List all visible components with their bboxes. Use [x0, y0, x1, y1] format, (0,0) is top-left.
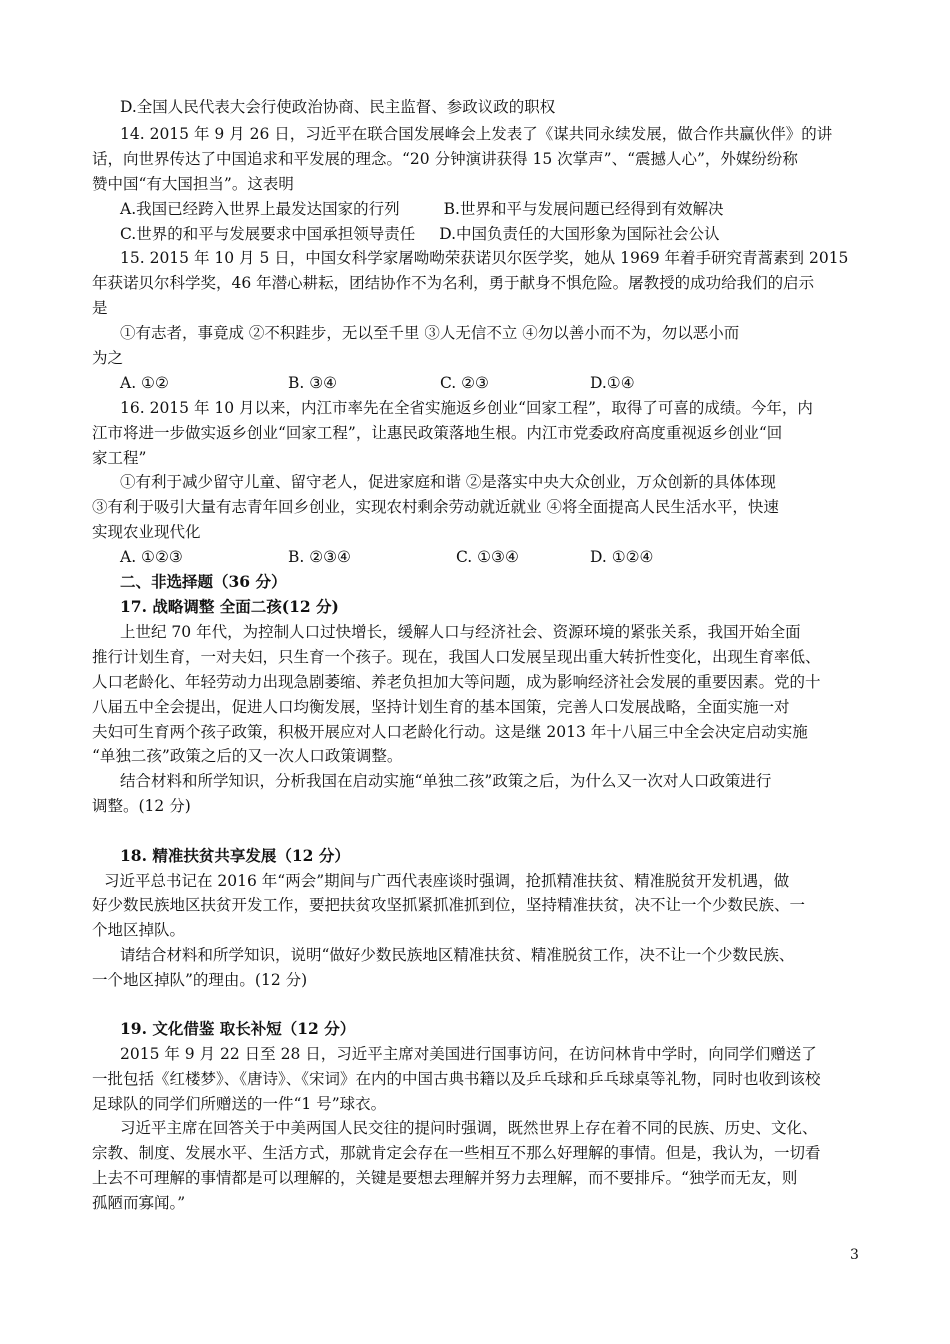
q18-material-line: 好少数民族地区扶贫开发工作，要把扶贫攻坚抓紧抓准抓到位，坚持精准扶贫，决不让一个少数民族、一	[92, 896, 806, 914]
q15-stem-line: 是	[92, 299, 108, 317]
q15-option-d: D.①④	[590, 374, 635, 392]
q19-material-line: 2015 年 9 月 22 日至 28 日，习近平主席对美国进行国事访问，在访问林肯中学时，向同学们赠送了	[120, 1045, 817, 1063]
q14-option-a: A.我国已经跨入世界上最发达国家的行列	[120, 200, 400, 218]
q17-question-line: 结合材料和所学知识，分析我国在启动实施“单独二孩”政策之后，为什么又一次对人口政策进行	[120, 772, 772, 790]
q19-material-line: 上去不可理解的事情都是可以理解的，关键是要想去理解并努力去理解，而不要排斥。“独学而无友，则	[92, 1169, 798, 1187]
q16-option-b: B. ②③④	[288, 548, 351, 566]
q19-title: 19. 文化借鉴 取长补短（12 分）	[120, 1019, 356, 1038]
q15-stem-line: 15. 2015 年 10 月 5 日，中国女科学家屠呦呦荣获诺贝尔医学奖，她从 1969 年着手研究青蒿素到 2015	[120, 249, 849, 267]
q15-stem-line: 年获诺贝尔科学奖，46 年潜心耕耘，团结协作不为名利，勇于献身不惧危险。屠教授的成功给我们的启示	[92, 274, 815, 292]
q17-material-line: 人口老龄化、年轻劳动力出现急剧萎缩、养老负担加大等问题，成为影响经济社会发展的重要因素。党的十	[92, 673, 821, 691]
q19-material-line: 一批包括《红楼梦》、《唐诗》、《宋词》在内的中国古典书籍以及乒乓球和乒乓球桌等礼物，同时也收到该校	[92, 1070, 821, 1088]
q15-options	[120, 373, 635, 393]
section-title: 二、非选择题（36 分）	[120, 572, 287, 591]
q14-options-cd	[120, 224, 720, 244]
q14-option-c: C.世界的和平与发展要求中国承担领导责任	[120, 225, 416, 243]
q13-option-d: D.全国人民代表大会行使政治协商、民主监督、参政议政的职权	[120, 98, 556, 116]
q14-stem-line: 14. 2015 年 9 月 26 日，习近平在联合国发展峰会上发表了《谋共同永续发展，做合作共赢伙伴》的讲	[120, 125, 833, 143]
q18-question-line: 请结合材料和所学知识，说明“做好少数民族地区精准扶贫、精准脱贫工作，决不让一个少数民族、	[120, 946, 795, 964]
page-number: 3	[850, 1247, 859, 1263]
q15-option-a: A. ①②	[120, 374, 169, 392]
q18-title: 18. 精准扶贫共享发展（12 分）	[120, 846, 350, 865]
q19-material-line: 宗教、制度、发展水平、生活方式，那就肯定会存在一些相互不那么好理解的事情。但是，我认为，一切看	[92, 1144, 821, 1162]
q16-items-line: 实现农业现代化	[92, 523, 201, 541]
q17-material-line: 推行计划生育，一对夫妇，只生育一个孩子。现在，我国人口发展呈现出重大转折性变化，出现生育率低、	[92, 648, 821, 666]
q15-items-line: 为之	[92, 349, 124, 367]
q17-material-line: 上世纪 70 年代，为控制人口过快增长，缓解人口与经济社会、资源环境的紧张关系，我国开始全面	[120, 623, 801, 641]
q15-option-b: B. ③④	[288, 374, 338, 392]
q18-question-line: 一个地区掉队”的理由。(12 分)	[92, 971, 308, 989]
q14-option-b: B.世界和平与发展问题已经得到有效解决	[443, 200, 724, 218]
q16-option-a: A. ①②③	[120, 548, 183, 566]
q16-option-d: D. ①②④	[590, 548, 654, 566]
q16-stem-line: 家工程”	[92, 449, 147, 467]
q14-options-ab	[120, 199, 723, 219]
q16-options	[120, 547, 653, 567]
q17-material-line: 八届五中全会提出，促进人口均衡发展，坚持计划生育的基本国策，完善人口发展战略，全面实施一对	[92, 698, 790, 716]
q16-items-line: ③有利于吸引大量有志青年回乡创业，实现农村剩余劳动就近就业 ④将全面提高人民生活水平，快速	[92, 498, 779, 516]
q17-question-line: 调整。(12 分)	[92, 797, 191, 815]
q14-stem-line: 赞中国“有大国担当”。这表明	[92, 175, 294, 193]
q19-material-line: 足球队的同学们所赠送的一件“1 号”球衣。	[92, 1095, 387, 1113]
q18-material-line: 习近平总书记在 2016 年“两会”期间与广西代表座谈时强调，抢抓精准扶贫、精准脱贫开发机遇，做	[104, 872, 790, 890]
q16-stem-line: 江市将进一步做实返乡创业“回家工程”，让惠民政策落地生根。内江市党委政府高度重视返乡创业“回	[92, 424, 783, 442]
q14-stem-line: 话，向世界传达了中国追求和平发展的理念。“20 分钟演讲获得 15 次掌声”、“震撼人心”，外媒纷纷称	[92, 150, 798, 168]
q16-stem-line: 16. 2015 年 10 月以来，内江市率先在全省实施返乡创业“回家工程”，取得了可喜的成绩。今年，内	[120, 399, 813, 417]
q16-option-c: C. ①③④	[456, 548, 519, 566]
q17-material-line: 夫妇可生育两个孩子政策，积极开展应对人口老龄化行动。这是继 2013 年十八届三中全会决定启动实施	[92, 723, 808, 741]
q15-items-line: ①有志者，事竟成 ②不积跬步，无以至千里 ③人无信不立 ④勿以善小而不为，勿以恶小而	[120, 324, 740, 342]
q19-material-line: 习近平主席在回答关于中美两国人民交往的提问时强调，既然世界上存在着不同的民族、历史、文化、	[120, 1119, 818, 1137]
q14-option-d: D.中国负责任的大国形象为国际社会公认	[439, 225, 720, 243]
q16-items-line: ①有利于减少留守儿童、留守老人，促进家庭和谐 ②是落实中央大众创业，万众创新的具体体现	[120, 473, 776, 491]
q19-material-line: 孤陋而寡闻。”	[92, 1194, 186, 1212]
q17-material-line: “单独二孩”政策之后的又一次人口政策调整。	[92, 747, 403, 765]
q15-option-c: C. ②③	[440, 374, 489, 392]
q17-title: 17. 战略调整 全面二孩(12 分)	[120, 597, 339, 616]
q18-material-line: 个地区掉队。	[92, 921, 186, 939]
